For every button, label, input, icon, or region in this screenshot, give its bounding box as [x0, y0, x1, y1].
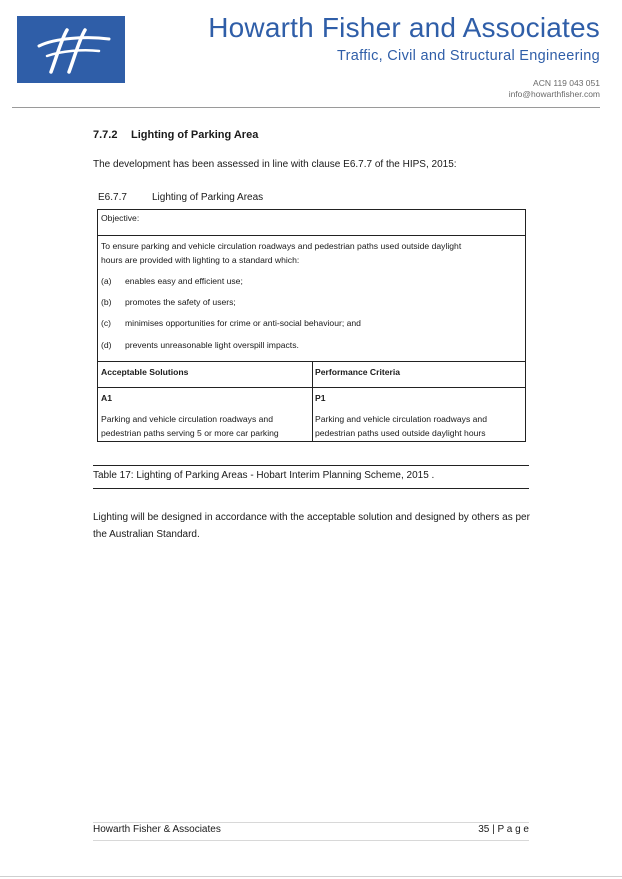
table-code: E6.7.7 — [98, 192, 127, 203]
section-intro: The development has been assessed in line with clause E6.7.7 of the HIPS, 2015: — [93, 159, 457, 170]
performance-text-line: Parking and vehicle circulation roadways and — [315, 414, 487, 424]
company-email: info@howarthfisher.com — [508, 89, 600, 99]
list-item-marker: (a) — [101, 276, 112, 286]
objective-text-line: hours are provided with lighting to a standard which: — [101, 255, 300, 265]
table-column-divider — [312, 361, 313, 442]
body-paragraph: Lighting will be designed in accordance with the acceptable solution and designed by others as per the Australian Standard. — [93, 512, 530, 540]
caption-rule-bottom — [93, 488, 529, 489]
page-edge — [0, 876, 622, 877]
footer-divider — [93, 822, 529, 823]
section-title: Lighting of Parking Area — [131, 129, 259, 141]
performance-text-line: pedestrian paths used outside daylight hours — [315, 428, 486, 438]
company-acn: ACN 119 043 051 — [533, 78, 600, 88]
column-header-performance: Performance Criteria — [315, 367, 401, 377]
page-number: 35 | P a g e — [478, 824, 529, 835]
hf-logo-mark — [17, 16, 125, 83]
list-item-marker: (b) — [101, 297, 112, 307]
company-tagline: Traffic, Civil and Structural Engineering — [337, 48, 600, 64]
caption-rule-top — [93, 465, 529, 466]
footer-company: Howarth Fisher & Associates — [93, 824, 221, 835]
acceptable-text-line: pedestrian paths serving 5 or more car parking — [101, 428, 279, 438]
section-number: 7.7.2 — [93, 129, 118, 141]
company-name: Howarth Fisher and Associates — [208, 12, 600, 43]
objective-text-line: To ensure parking and vehicle circulation roadways and pedestrian paths used outside daylight — [101, 241, 462, 251]
list-item: prevents unreasonable light overspill impacts. — [125, 340, 299, 350]
list-item-marker: (c) — [101, 318, 112, 328]
list-item: promotes the safety of users; — [125, 297, 236, 307]
table-title: Lighting of Parking Areas — [152, 192, 264, 203]
list-item: enables easy and efficient use; — [125, 276, 243, 286]
table-caption: Table 17: Lighting of Parking Areas - Hobart Interim Planning Scheme, 2015 . — [93, 470, 435, 481]
header-divider — [12, 107, 600, 108]
footer-divider — [93, 840, 529, 841]
acceptable-text-line: Parking and vehicle circulation roadways and — [101, 414, 273, 424]
hf-monogram-logo — [17, 16, 125, 83]
performance-code: P1 — [315, 393, 326, 403]
list-item: minimises opportunities for crime or anti-social behaviour; and — [125, 318, 361, 328]
table-divider — [97, 235, 526, 236]
objective-label: Objective: — [101, 213, 140, 223]
column-header-acceptable: Acceptable Solutions — [101, 367, 189, 377]
list-item-marker: (d) — [101, 340, 112, 350]
acceptable-code: A1 — [101, 393, 112, 403]
